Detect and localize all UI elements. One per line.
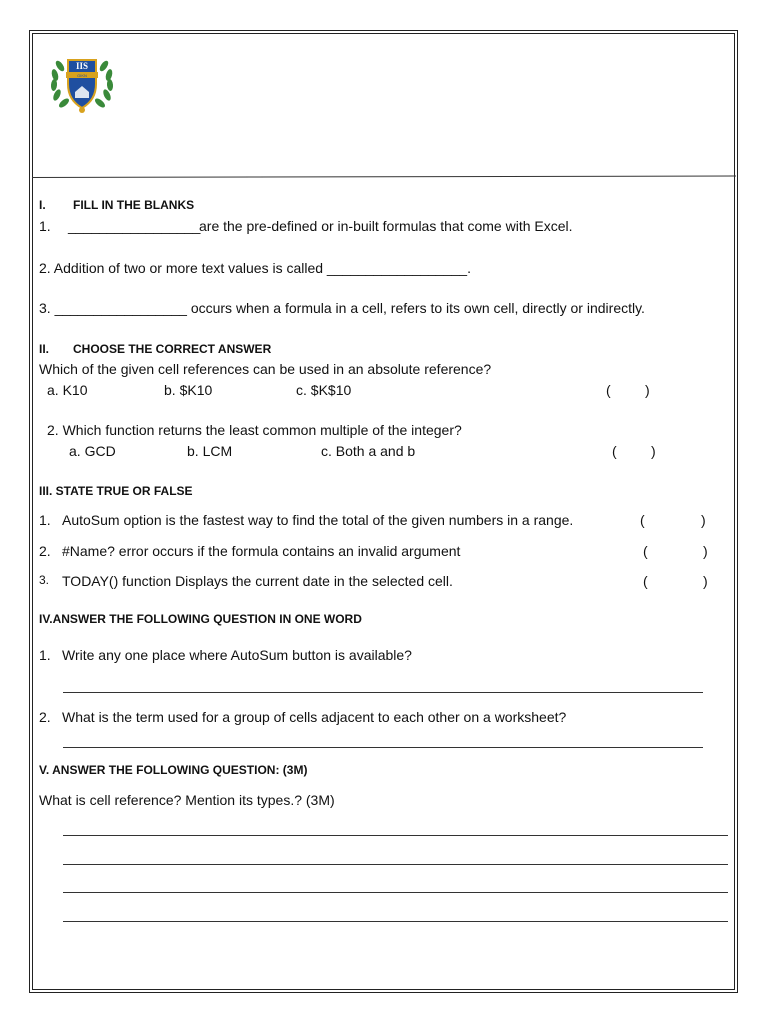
fill-q1-number: 1.: [39, 218, 51, 234]
school-logo: [48, 50, 116, 116]
tf-item-3-paren-open: (: [643, 573, 648, 589]
fill-q1-text: are the pre-defined or in-built formulas that come with Excel.: [199, 218, 573, 234]
choose-q2-option-a: a. GCD: [69, 443, 116, 459]
choose-q1-paren-close: ): [645, 382, 650, 398]
choose-q1-paren-open: (: [606, 382, 611, 398]
choose-q2-paren-open: (: [612, 443, 617, 459]
answer-line[interactable]: [63, 692, 703, 693]
tf-item-3-paren-close: ): [703, 573, 708, 589]
answer-line[interactable]: [63, 747, 703, 748]
tf-item-1-number: 1.: [39, 512, 51, 528]
answer-line[interactable]: [63, 864, 728, 865]
logo-subtext: GIKN: [77, 73, 87, 78]
answer-line[interactable]: [63, 892, 728, 893]
answer-line[interactable]: [63, 921, 728, 922]
fill-q1-blank: _________________: [68, 218, 201, 234]
choose-q1-option-c: c. $K$10: [296, 382, 352, 398]
choose-q2: 2. Which function returns the least common multiple of the integer?: [47, 422, 462, 438]
section-1-number: I.: [39, 198, 46, 212]
section-3-heading: III. STATE TRUE OR FALSE: [39, 484, 193, 498]
fill-q3: 3. _________________ occurs when a formula in a cell, refers to its own cell, directly or indirectly.: [39, 300, 645, 316]
choose-q2-paren-close: ): [651, 443, 656, 459]
choose-q1: Which of the given cell references can be used in an absolute reference?: [39, 361, 492, 377]
tf-item-1-paren-close: ): [701, 512, 706, 528]
ow-item-2-text: What is the term used for a group of cells adjacent to each other on a worksheet?: [62, 709, 567, 725]
section-4-heading: IV.ANSWER THE FOLLOWING QUESTION IN ONE WORD: [39, 612, 362, 626]
tf-item-2-text: #Name? error occurs if the formula contains an invalid argument: [62, 543, 461, 559]
section-5-heading: V. ANSWER THE FOLLOWING QUESTION: (3M): [39, 763, 308, 777]
tf-item-3-text: TODAY() function Displays the current date in the selected cell.: [62, 573, 453, 589]
choose-q2-option-b: b. LCM: [187, 443, 233, 459]
tf-item-3-number: 3.: [39, 573, 50, 587]
section-2-heading: CHOOSE THE CORRECT ANSWER: [73, 342, 272, 356]
tf-item-2-paren-open: (: [643, 543, 648, 559]
ow-item-1-number: 1.: [39, 647, 51, 663]
logo-text: IIS: [75, 61, 89, 71]
answer-line[interactable]: [63, 835, 728, 836]
section-1-heading: FILL IN THE BLANKS: [73, 198, 195, 212]
choose-q2-option-c: c. Both a and b: [321, 443, 416, 459]
ow-item-2-number: 2.: [39, 709, 51, 725]
choose-q1-option-a: a. K10: [47, 382, 88, 398]
choose-q1-option-b: b. $K10: [164, 382, 213, 398]
tf-item-1-paren-open: (: [640, 512, 645, 528]
tf-item-1-text: AutoSum option is the fastest way to find the total of the given numbers in a range.: [62, 512, 574, 528]
ow-item-1-text: Write any one place where AutoSum button is available?: [62, 647, 412, 663]
fill-q2: 2. Addition of two or more text values is called __________________.: [39, 260, 471, 276]
tf-item-2-paren-close: ): [703, 543, 708, 559]
tf-item-2-number: 2.: [39, 543, 51, 559]
section-2-number: II.: [39, 342, 50, 356]
long-answer-question: What is cell reference? Mention its types.? (3M): [39, 792, 335, 808]
